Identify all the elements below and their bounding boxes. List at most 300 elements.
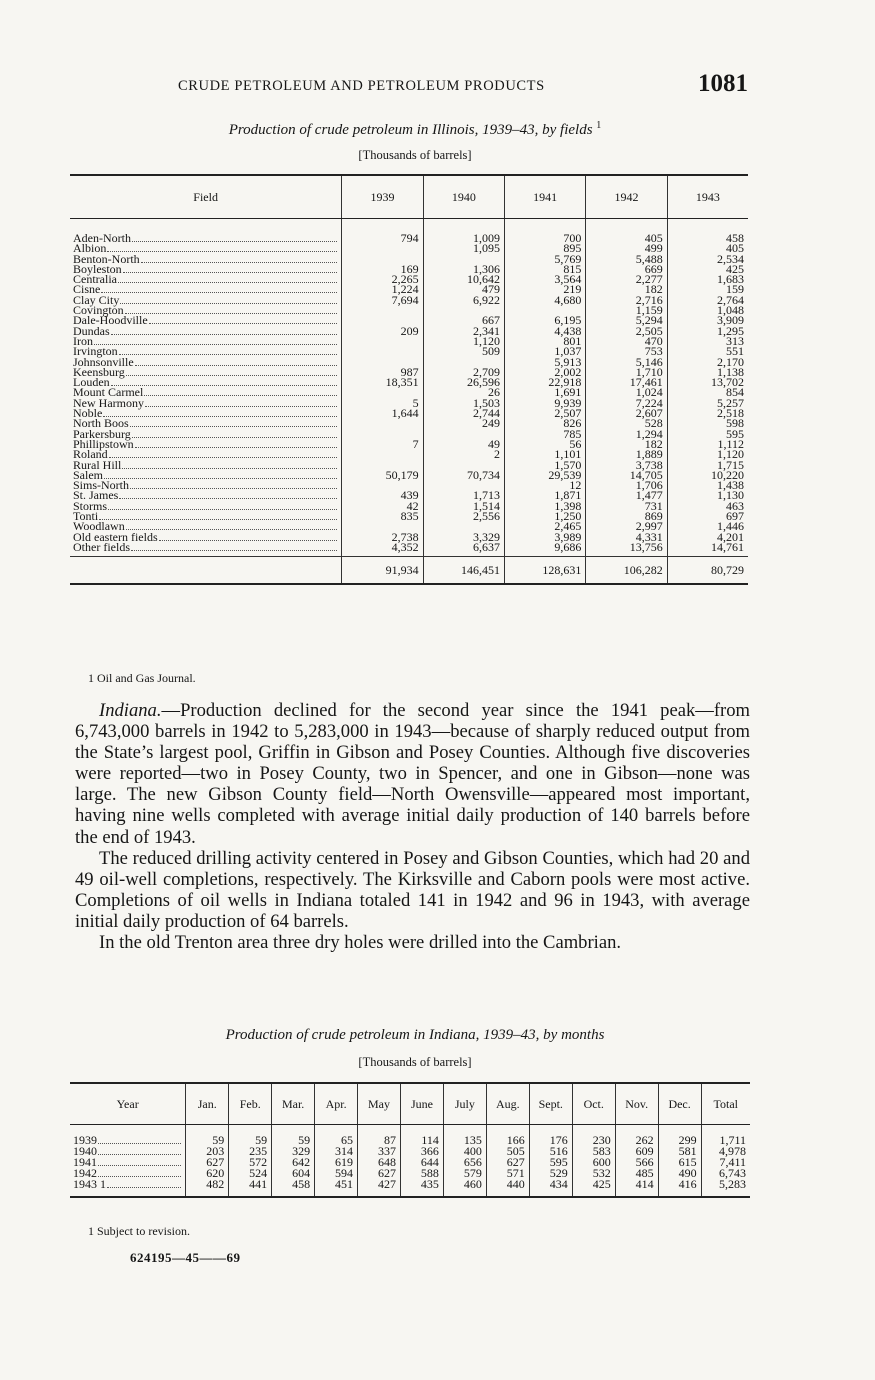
value-cell: 479 [423, 284, 504, 294]
value-cell: 627 [186, 1157, 229, 1168]
value-cell: 697 [667, 511, 748, 521]
value-cell: 4,978 [701, 1146, 750, 1157]
value-cell: 434 [529, 1179, 572, 1197]
value-cell: 627 [486, 1157, 529, 1168]
value-cell: 5,283 [701, 1179, 750, 1197]
value-cell: 1,713 [423, 490, 504, 500]
value-cell: 627 [358, 1168, 401, 1179]
table-row [70, 1125, 750, 1147]
value-cell: 644 [400, 1157, 443, 1168]
value-cell: 12 [505, 480, 586, 490]
value-cell: 14,705 [586, 470, 667, 480]
value-cell: 1,503 [423, 398, 504, 408]
table-row [70, 1179, 750, 1197]
value-cell: 2,764 [667, 295, 748, 305]
value-cell: 3,909 [667, 315, 748, 325]
value-cell: 1,446 [667, 521, 748, 531]
value-cell: 230 [572, 1125, 615, 1147]
field-name: Keensburg [73, 364, 125, 379]
value-cell: 987 [342, 367, 423, 377]
table1-caption [70, 120, 760, 139]
value-cell: 642 [272, 1157, 315, 1168]
field-name: Rural Hill [73, 457, 122, 472]
table1-caption-text: Production of crude petroleum in Illinois, 1939–43, by fields [228, 122, 593, 138]
value-cell: 1,101 [505, 449, 586, 459]
column-header-1940: 1940 [423, 175, 504, 219]
column-header-feb: Feb. [229, 1083, 272, 1125]
field-name: Centralia [73, 272, 117, 287]
value-cell: 1,294 [586, 429, 667, 439]
field-name: Phillipstown [73, 436, 134, 451]
value-cell: 3,564 [505, 274, 586, 284]
value-cell: 2,709 [423, 367, 504, 377]
year-label: 1942 [73, 1166, 97, 1180]
value-cell: 801 [505, 336, 586, 346]
value-cell: 6,922 [423, 295, 504, 305]
value-cell: 2,505 [586, 326, 667, 336]
field-name-cell [70, 272, 342, 287]
field-name: Covington [73, 303, 124, 318]
paragraph-indiana [75, 700, 750, 848]
total-cell: 106,282 [586, 557, 667, 585]
column-header-year: Year [70, 1083, 186, 1125]
table-row [70, 542, 748, 557]
value-cell: 1,295 [667, 326, 748, 336]
value-cell: 1,009 [423, 219, 504, 244]
value-cell: 166 [486, 1125, 529, 1147]
indiana-months-table [70, 1082, 750, 1198]
value-cell: 9,939 [505, 398, 586, 408]
year-cell [70, 1125, 186, 1147]
table1-caption-note: 1 [596, 120, 602, 131]
value-cell: 551 [667, 346, 748, 356]
field-name: Other fields [73, 539, 130, 554]
column-header-apr: Apr. [315, 1083, 358, 1125]
value-cell: 4,201 [667, 532, 748, 542]
field-name: Sims-North [73, 478, 130, 493]
value-cell: 458 [667, 219, 748, 244]
field-name: Storms [73, 498, 108, 513]
field-name: Clay City [73, 292, 120, 307]
page-number: 1081 [698, 70, 748, 97]
field-name: Salem [73, 467, 103, 482]
value-cell: 182 [586, 439, 667, 449]
value-cell: 3,329 [423, 532, 504, 542]
field-name-cell [70, 457, 342, 472]
field-name: Roland [73, 447, 108, 462]
column-header-sept: Sept. [529, 1083, 572, 1125]
value-cell: 427 [358, 1179, 401, 1197]
value-cell: 56 [505, 439, 586, 449]
field-name-cell [70, 219, 342, 244]
column-header-1942: 1942 [586, 175, 667, 219]
column-header-july: July [443, 1083, 486, 1125]
value-cell: 588 [400, 1168, 443, 1179]
value-cell: 835 [342, 511, 423, 521]
paragraph-2: The reduced drilling activity centered in Posey and Gibson Counties, which had 20 and 49 oil-well completions, respectively. The Kirksville and Caborn pools were most active. Completions of oil wells in Indiana totaled 141 in 1942 and 96 in 1943, with average initial daily production of 64 barrels. [75, 847, 750, 932]
value-cell: 7,694 [342, 295, 423, 305]
value-cell: 656 [443, 1157, 486, 1168]
value-cell: 219 [505, 284, 586, 294]
value-cell: 249 [423, 418, 504, 428]
value-cell: 299 [658, 1125, 701, 1147]
value-cell: 4,352 [342, 542, 423, 557]
value-cell: 5,257 [667, 398, 748, 408]
column-header-jan: Jan. [186, 1083, 229, 1125]
value-cell: 700 [505, 219, 586, 244]
value-cell: 667 [423, 315, 504, 325]
value-cell: 416 [658, 1179, 701, 1197]
value-cell: 1,130 [667, 490, 748, 500]
value-cell: 6,743 [701, 1168, 750, 1179]
value-cell: 1,691 [505, 387, 586, 397]
value-cell: 619 [315, 1157, 358, 1168]
value-cell: 5,913 [505, 357, 586, 367]
value-cell: 1,711 [701, 1125, 750, 1147]
value-cell: 731 [586, 501, 667, 511]
value-cell [342, 449, 423, 459]
value-cell: 524 [229, 1168, 272, 1179]
value-cell: 59 [186, 1125, 229, 1147]
value-cell: 159 [667, 284, 748, 294]
year-cell [70, 1179, 186, 1197]
value-cell: 337 [358, 1146, 401, 1157]
field-name: Woodlawn [73, 519, 125, 534]
field-name-cell [70, 436, 342, 451]
value-cell: 169 [342, 264, 423, 274]
paragraph-lead: Indiana. [99, 700, 162, 721]
value-cell: 2 [423, 449, 504, 459]
value-cell: 1,138 [667, 367, 748, 377]
value-cell: 3,989 [505, 532, 586, 542]
value-cell: 329 [272, 1146, 315, 1157]
value-cell: 581 [658, 1146, 701, 1157]
value-cell: 439 [342, 490, 423, 500]
table1-unit: [Thousands of barrels] [358, 148, 472, 162]
total-cell: 128,631 [505, 557, 586, 585]
value-cell: 529 [529, 1168, 572, 1179]
table2-footnote: 1 Subject to revision. [88, 1224, 190, 1238]
value-cell: 451 [315, 1179, 358, 1197]
table-row [70, 219, 748, 244]
paragraph-1-text: —Production declined for the second year since the 1941 peak—from 6,743,000 barrels in 1942 to 5,283,000 in 1943—because of sharply reduced output from the State’s largest pool, Griffin in Gibson and Posey Counties. Although five discoveries were reported—two in Posey County, two in Spencer, and one in Gibson—none was large. The new Gibson County field—North Owensville—appeared most important, having nine wells completed with average initial daily production of 140 barrels before the end of 1943. [75, 700, 750, 848]
value-cell: 1,644 [342, 408, 423, 418]
value-cell: 571 [486, 1168, 529, 1179]
value-cell: 869 [586, 511, 667, 521]
running-title: CRUDE PETROLEUM AND PETROLEUM PRODUCTS [178, 78, 545, 94]
column-header-field: Field [70, 175, 342, 219]
value-cell: 826 [505, 418, 586, 428]
year-label: 1939 [73, 1133, 97, 1147]
field-name: Dundas [73, 323, 110, 338]
year-label: 1941 [73, 1155, 97, 1169]
field-name-cell [70, 498, 342, 513]
value-cell: 604 [272, 1168, 315, 1179]
value-cell: 182 [586, 284, 667, 294]
value-cell: 528 [586, 418, 667, 428]
value-cell: 10,642 [423, 274, 504, 284]
value-cell: 435 [400, 1179, 443, 1197]
body-text [75, 700, 750, 953]
value-cell: 505 [486, 1146, 529, 1157]
value-cell: 1,120 [423, 336, 504, 346]
value-cell: 609 [615, 1146, 658, 1157]
value-cell [342, 429, 423, 439]
value-cell: 400 [443, 1146, 486, 1157]
column-header-dec: Dec. [658, 1083, 701, 1125]
value-cell: 499 [586, 243, 667, 253]
value-cell [342, 346, 423, 356]
value-cell: 1,683 [667, 274, 748, 284]
value-cell: 595 [529, 1157, 572, 1168]
value-cell: 1,438 [667, 480, 748, 490]
value-cell: 509 [423, 346, 504, 356]
field-name: Parkersburg [73, 426, 131, 441]
value-cell: 49 [423, 439, 504, 449]
value-cell: 1,706 [586, 480, 667, 490]
value-cell: 5,488 [586, 254, 667, 264]
value-cell: 14,761 [667, 542, 748, 557]
column-header-oct: Oct. [572, 1083, 615, 1125]
table2-unit: [Thousands of barrels] [358, 1055, 472, 1069]
value-cell: 895 [505, 243, 586, 253]
year-label: 1940 [73, 1144, 97, 1158]
value-cell: 1,250 [505, 511, 586, 521]
column-header-nov: Nov. [615, 1083, 658, 1125]
value-cell: 87 [358, 1125, 401, 1147]
column-header-1939: 1939 [342, 175, 423, 219]
value-cell: 65 [315, 1125, 358, 1147]
field-name: Boyleston [73, 261, 122, 276]
running-head [70, 70, 760, 100]
value-cell: 458 [272, 1179, 315, 1197]
value-cell: 414 [615, 1179, 658, 1197]
value-cell: 2,002 [505, 367, 586, 377]
value-cell: 2,518 [667, 408, 748, 418]
value-cell: 441 [229, 1179, 272, 1197]
value-cell: 50,179 [342, 470, 423, 480]
value-cell: 425 [667, 264, 748, 274]
total-cell: 146,451 [423, 557, 504, 585]
value-cell: 2,341 [423, 326, 504, 336]
value-cell: 2,170 [667, 357, 748, 367]
value-cell: 463 [667, 501, 748, 511]
field-name: Iron [73, 333, 93, 348]
value-cell: 6,195 [505, 315, 586, 325]
value-cell: 22,918 [505, 377, 586, 387]
value-cell: 1,037 [505, 346, 586, 356]
value-cell: 17,461 [586, 377, 667, 387]
value-cell: 314 [315, 1146, 358, 1157]
value-cell: 3,738 [586, 460, 667, 470]
column-header-aug: Aug. [486, 1083, 529, 1125]
value-cell: 516 [529, 1146, 572, 1157]
value-cell: 135 [443, 1125, 486, 1147]
value-cell: 1,871 [505, 490, 586, 500]
value-cell: 26 [423, 387, 504, 397]
value-cell: 579 [443, 1168, 486, 1179]
value-cell: 13,702 [667, 377, 748, 387]
value-cell: 262 [615, 1125, 658, 1147]
paragraph-3: In the old Trenton area three dry holes were drilled into the Cambrian. [99, 932, 622, 954]
field-name: Louden [73, 375, 110, 390]
value-cell: 2,556 [423, 511, 504, 521]
field-name: Irvington [73, 344, 118, 359]
table2-caption: Production of crude petroleum in Indiana, 1939–43, by months [225, 1027, 605, 1043]
field-name: New Harmony [73, 395, 144, 410]
value-cell: 1,477 [586, 490, 667, 500]
value-cell: 5,294 [586, 315, 667, 325]
value-cell: 490 [658, 1168, 701, 1179]
value-cell: 2,277 [586, 274, 667, 284]
field-name: St. James [73, 488, 119, 503]
value-cell: 70,734 [423, 470, 504, 480]
field-name: North Boos [73, 416, 129, 431]
value-cell: 1,715 [667, 460, 748, 470]
value-cell: 7,224 [586, 398, 667, 408]
field-name-cell [70, 539, 342, 557]
value-cell: 7 [342, 439, 423, 449]
value-cell: 2,507 [505, 408, 586, 418]
value-cell: 313 [667, 336, 748, 346]
field-name-cell [70, 488, 342, 503]
value-cell: 460 [443, 1179, 486, 1197]
value-cell: 600 [572, 1157, 615, 1168]
value-cell: 794 [342, 219, 423, 244]
value-cell: 5,769 [505, 254, 586, 264]
value-cell: 405 [586, 219, 667, 244]
total-label-cell [70, 557, 342, 585]
value-cell: 482 [186, 1179, 229, 1197]
value-cell: 4,438 [505, 326, 586, 336]
column-header-1941: 1941 [505, 175, 586, 219]
value-cell: 470 [586, 336, 667, 346]
field-name: Mount Carmel [73, 385, 144, 400]
table1-footnote: 1 Oil and Gas Journal. [88, 671, 196, 685]
value-cell: 2,738 [342, 532, 423, 542]
field-name: Aden-North [73, 231, 131, 245]
value-cell: 10,220 [667, 470, 748, 480]
value-cell: 2,534 [667, 254, 748, 264]
value-cell: 59 [229, 1125, 272, 1147]
field-name: Tonti [73, 509, 99, 524]
total-row [70, 557, 748, 585]
value-cell: 594 [315, 1168, 358, 1179]
value-cell: 1,095 [423, 243, 504, 253]
value-cell: 2,265 [342, 274, 423, 284]
value-cell: 2,716 [586, 295, 667, 305]
field-name-cell [70, 395, 342, 410]
value-cell: 114 [400, 1125, 443, 1147]
value-cell: 854 [667, 387, 748, 397]
value-cell: 13,756 [586, 542, 667, 557]
value-cell: 485 [615, 1168, 658, 1179]
field-name: Benton-North [73, 251, 140, 266]
value-cell: 2,997 [586, 521, 667, 531]
value-cell: 1,306 [423, 264, 504, 274]
value-cell: 598 [667, 418, 748, 428]
value-cell: 815 [505, 264, 586, 274]
value-cell: 532 [572, 1168, 615, 1179]
value-cell: 1,224 [342, 284, 423, 294]
value-cell: 2,607 [586, 408, 667, 418]
value-cell: 620 [186, 1168, 229, 1179]
column-header-mar: Mar. [272, 1083, 315, 1125]
value-cell: 235 [229, 1146, 272, 1157]
value-cell: 1,024 [586, 387, 667, 397]
value-cell: 1,710 [586, 367, 667, 377]
value-cell: 7,411 [701, 1157, 750, 1168]
value-cell: 648 [358, 1157, 401, 1168]
field-name: Cisne [73, 282, 101, 297]
field-name: Noble [73, 406, 103, 421]
value-cell: 26,596 [423, 377, 504, 387]
value-cell: 176 [529, 1125, 572, 1147]
field-name-cell [70, 313, 342, 328]
value-cell: 5 [342, 398, 423, 408]
value-cell: 595 [667, 429, 748, 439]
value-cell: 1,889 [586, 449, 667, 459]
value-cell: 1,570 [505, 460, 586, 470]
value-cell: 6,637 [423, 542, 504, 557]
value-cell: 5,146 [586, 357, 667, 367]
value-cell: 59 [272, 1125, 315, 1147]
value-cell: 753 [586, 346, 667, 356]
column-header-may: May [358, 1083, 401, 1125]
value-cell: 1,048 [667, 305, 748, 315]
field-name: Dale-Hoodville [73, 313, 148, 328]
value-cell: 1,398 [505, 501, 586, 511]
value-cell: 2,744 [423, 408, 504, 418]
value-cell: 405 [667, 243, 748, 253]
column-header-total: Total [701, 1083, 750, 1125]
value-cell: 209 [342, 326, 423, 336]
year-label: 1943 1 [73, 1177, 106, 1191]
column-header-june: June [400, 1083, 443, 1125]
total-cell: 80,729 [667, 557, 748, 585]
field-name-cell [70, 364, 342, 379]
illinois-fields-table [70, 174, 748, 585]
value-cell: 42 [342, 501, 423, 511]
value-cell: 203 [186, 1146, 229, 1157]
value-cell: 1,159 [586, 305, 667, 315]
field-name: Albion [73, 241, 107, 256]
value-cell: 4,331 [586, 532, 667, 542]
field-name-cell [70, 323, 342, 338]
field-name: Old eastern fields [73, 529, 158, 544]
printing-code: 624195—45——69 [130, 1250, 241, 1265]
value-cell: 1,514 [423, 501, 504, 511]
value-cell: 566 [615, 1157, 658, 1168]
value-cell: 18,351 [342, 377, 423, 387]
value-cell: 1,112 [667, 439, 748, 449]
field-name: Johnsonville [73, 354, 134, 369]
value-cell: 4,680 [505, 295, 586, 305]
value-cell: 29,539 [505, 470, 586, 480]
value-cell: 1,120 [667, 449, 748, 459]
value-cell: 669 [586, 264, 667, 274]
column-header-1943: 1943 [667, 175, 748, 219]
total-cell: 91,934 [342, 557, 423, 585]
value-cell: 583 [572, 1146, 615, 1157]
value-cell: 785 [505, 429, 586, 439]
value-cell: 2,465 [505, 521, 586, 531]
value-cell: 425 [572, 1179, 615, 1197]
value-cell: 366 [400, 1146, 443, 1157]
value-cell: 572 [229, 1157, 272, 1168]
value-cell: 9,686 [505, 542, 586, 557]
value-cell: 440 [486, 1179, 529, 1197]
